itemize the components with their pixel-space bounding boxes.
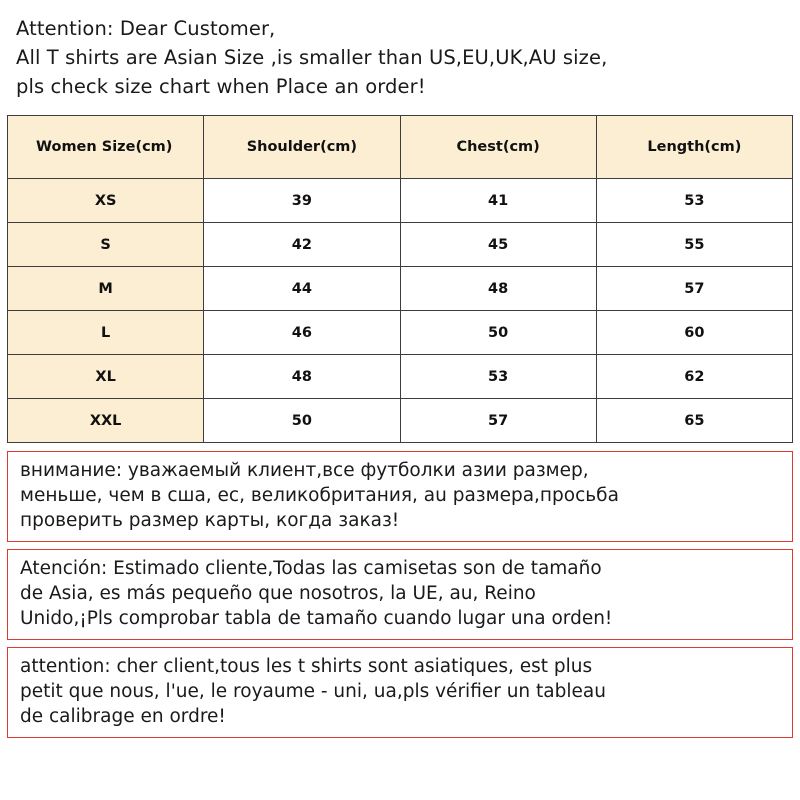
cell-size: XL [8,355,204,399]
note-box-spanish [7,549,793,640]
cell-shoulder: 39 [204,179,400,223]
note-box-french [7,647,793,738]
note-line: внимание: уважаемый клиент,все футболки азии размер, [20,460,589,481]
cell-size: XS [8,179,204,223]
cell-length: 55 [596,223,792,267]
note-line: Unido,¡Pls comprobar tabla de tamaño cuando lugar una orden! [20,608,613,629]
table-row [8,311,793,355]
table-row [8,399,793,443]
table-row [8,267,793,311]
cell-length: 57 [596,267,792,311]
translated-notes [7,451,793,738]
table-header-women-size: Women Size(cm) [8,116,204,179]
cell-size: S [8,223,204,267]
table-header-shoulder: Shoulder(cm) [204,116,400,179]
cell-shoulder: 46 [204,311,400,355]
cell-chest: 48 [400,267,596,311]
table-header [8,116,793,179]
table-row [8,179,793,223]
attention-line-3: pls check size chart when Place an order! [16,75,426,98]
note-line: Atención: Estimado cliente,Todas las camisetas son de tamaño [20,558,602,579]
note-line: petit que nous, l'ue, le royaume - uni, ua,pls vérifier un tableau [20,681,606,702]
size-chart-table [7,115,793,443]
cell-length: 53 [596,179,792,223]
cell-chest: 41 [400,179,596,223]
cell-chest: 50 [400,311,596,355]
note-line: attention: cher client,tous les t shirts sont asiatiques, est plus [20,656,593,677]
cell-shoulder: 50 [204,399,400,443]
table-row [8,223,793,267]
cell-chest: 45 [400,223,596,267]
cell-length: 60 [596,311,792,355]
note-line: de Asia, es más pequeño que nosotros, la UE, au, Reino [20,583,536,604]
table-row [8,355,793,399]
note-line: проверить размер карты, когда заказ! [20,510,400,531]
cell-shoulder: 48 [204,355,400,399]
cell-chest: 53 [400,355,596,399]
table-header-row [8,116,793,179]
cell-size: XXL [8,399,204,443]
cell-length: 62 [596,355,792,399]
cell-length: 65 [596,399,792,443]
attention-line-1: Attention: Dear Customer, [16,17,276,40]
table-header-chest: Chest(cm) [400,116,596,179]
cell-size: M [8,267,204,311]
note-line: de calibrage en ordre! [20,706,226,727]
cell-size: L [8,311,204,355]
cell-shoulder: 42 [204,223,400,267]
table-body [8,179,793,443]
attention-block [0,0,800,107]
cell-shoulder: 44 [204,267,400,311]
note-line: меньше, чем в сша, ес, великобритания, au размера,просьба [20,485,619,506]
cell-chest: 57 [400,399,596,443]
table-header-length: Length(cm) [596,116,792,179]
note-box-russian [7,451,793,542]
attention-line-2: All T shirts are Asian Size ,is smaller than US,EU,UK,AU size, [16,46,608,69]
